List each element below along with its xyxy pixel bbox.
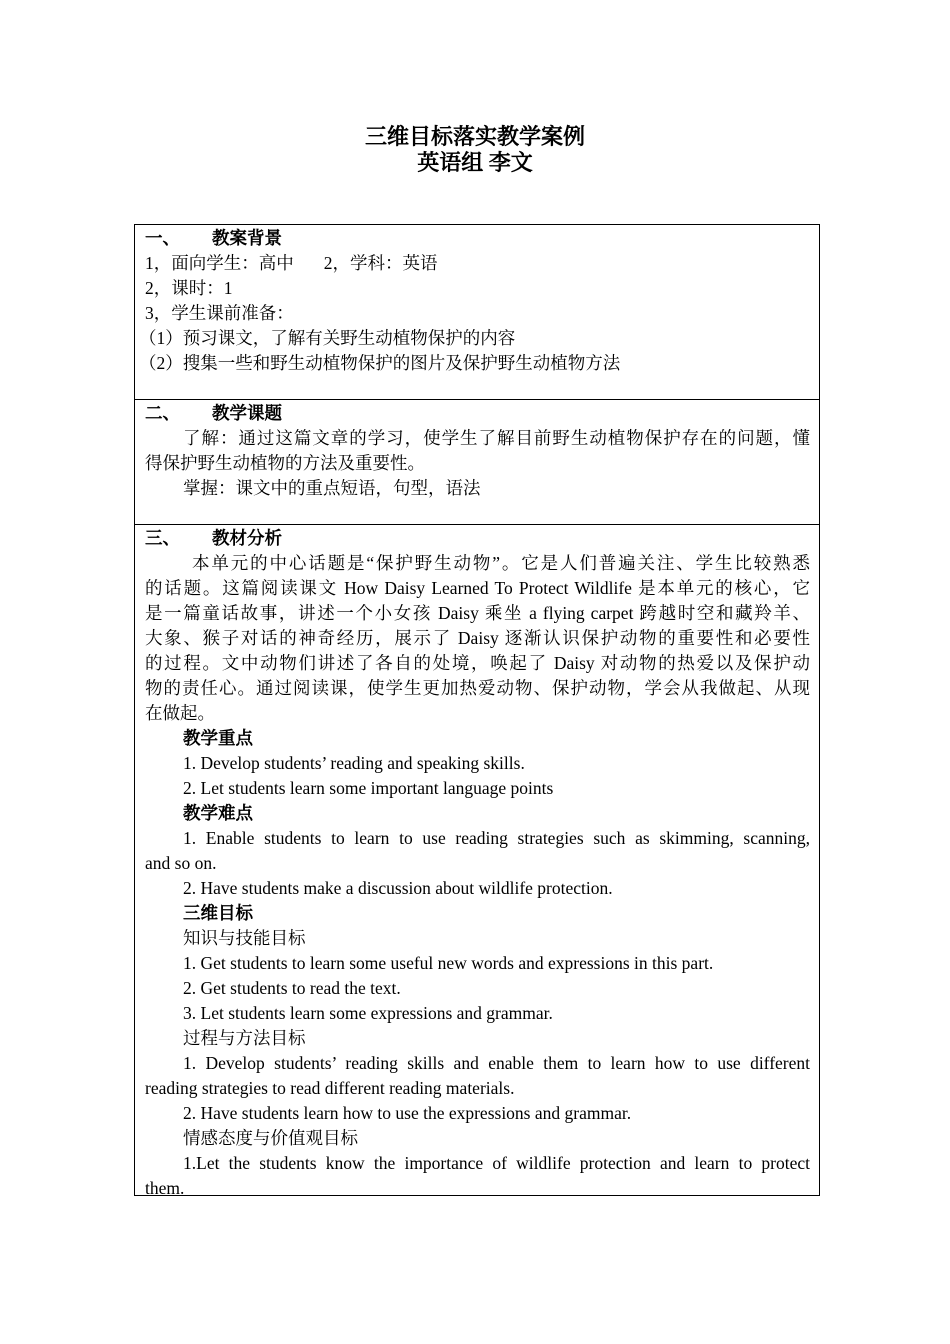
goal-item: them. [145, 1178, 185, 1198]
key-point-item: 1. Develop students’ reading and speaking skills. [183, 753, 525, 773]
key-points-heading: 教学重点 [183, 728, 253, 748]
section-3-header [145, 526, 282, 551]
goal-item: 1.Let the students know the importance of wildlife protection and learn to protect [183, 1153, 810, 1173]
difficult-point-item: 2. Have students make a discussion about wildlife protection. [183, 878, 613, 898]
section-2-line: 掌握：课文中的重点短语，句型，语法 [183, 478, 481, 498]
subject: 2，学科：英语 [323, 253, 438, 273]
goal-item: 2. Get students to read the text. [183, 978, 401, 998]
student-level: 1，面向学生：高中 [145, 253, 294, 273]
analysis-paragraph-line: 大象、猴子对话的神奇经历，展示了 Daisy 逐渐认识保护动物的重要性和必要性 [145, 628, 810, 648]
section-1-header [145, 226, 282, 251]
analysis-paragraph-line: 是一篇童话故事，讲述一个小女孩 Daisy 乘坐 a flying carpet 跨越时空和藏羚羊、 [145, 603, 810, 623]
section-2-heading: 教学课题 [212, 403, 282, 423]
section-1-line [145, 251, 438, 276]
page-subtitle: 英语组 李文 [417, 150, 533, 175]
section-1-line: （2）搜集一些和野生动植物保护的图片及保护野生动植物方法 [139, 353, 621, 373]
section-1-number: 一、 [145, 228, 180, 248]
analysis-paragraph-line: 在做起。 [145, 703, 215, 723]
goal-item: 2. Have students learn how to use the expressions and grammar. [183, 1103, 632, 1123]
analysis-paragraph-line: 物的责任心。通过阅读课，使学生更加热爱动物、保护动物，学会从我做起、从现 [145, 678, 810, 698]
analysis-paragraph-line: 本单元的中心话题是“保护野生动物”。它是人们普遍关注、学生比较熟悉 [192, 553, 810, 573]
section-2-line: 了解：通过这篇文章的学习，使学生了解目前野生动植物保护存在的问题，懂 [183, 428, 810, 448]
analysis-paragraph-line: 的话题。这篇阅读课文 How Daisy Learned To Protect Wildlife 是本单元的核心，它 [145, 578, 810, 598]
section-3-number: 三、 [145, 528, 180, 548]
section-1-line: 2，课时：1 [145, 278, 233, 298]
difficult-points-heading: 教学难点 [183, 803, 253, 823]
difficult-point-item: and so on. [145, 853, 217, 873]
page-title: 三维目标落实教学案例 [364, 124, 585, 149]
section-3-heading: 教材分析 [212, 528, 282, 548]
goal-subheading: 过程与方法目标 [183, 1028, 306, 1048]
section-1-heading: 教案背景 [212, 228, 282, 248]
goals-heading: 三维目标 [183, 903, 253, 923]
difficult-point-item: 1. Enable students to learn to use reading strategies such as skimming, scanning, [183, 828, 810, 848]
section-1-line: （1）预习课文，了解有关野生动植物保护的内容 [139, 328, 516, 348]
analysis-paragraph-line: 的过程。文中动物们讲述了各自的处境，唤起了 Daisy 对动物的热爱以及保护动 [145, 653, 810, 673]
goal-item: reading strategies to read different reading materials. [145, 1078, 515, 1098]
goal-subheading: 情感态度与价值观目标 [183, 1128, 358, 1148]
section-2-header [145, 401, 282, 426]
section-divider [135, 399, 819, 400]
key-point-item: 2. Let students learn some important language points [183, 778, 554, 798]
lesson-table [134, 224, 820, 1196]
section-1-line: 3，学生课前准备： [145, 303, 294, 323]
goal-subheading: 知识与技能目标 [183, 928, 306, 948]
section-2-line: 得保护野生动植物的方法及重要性。 [145, 453, 425, 473]
goal-item: 1. Develop students’ reading skills and enable them to learn how to use different [183, 1053, 810, 1073]
goal-item: 3. Let students learn some expressions and grammar. [183, 1003, 553, 1023]
section-2-number: 二、 [145, 403, 180, 423]
section-divider [135, 524, 819, 525]
goal-item: 1. Get students to learn some useful new words and expressions in this part. [183, 953, 714, 973]
